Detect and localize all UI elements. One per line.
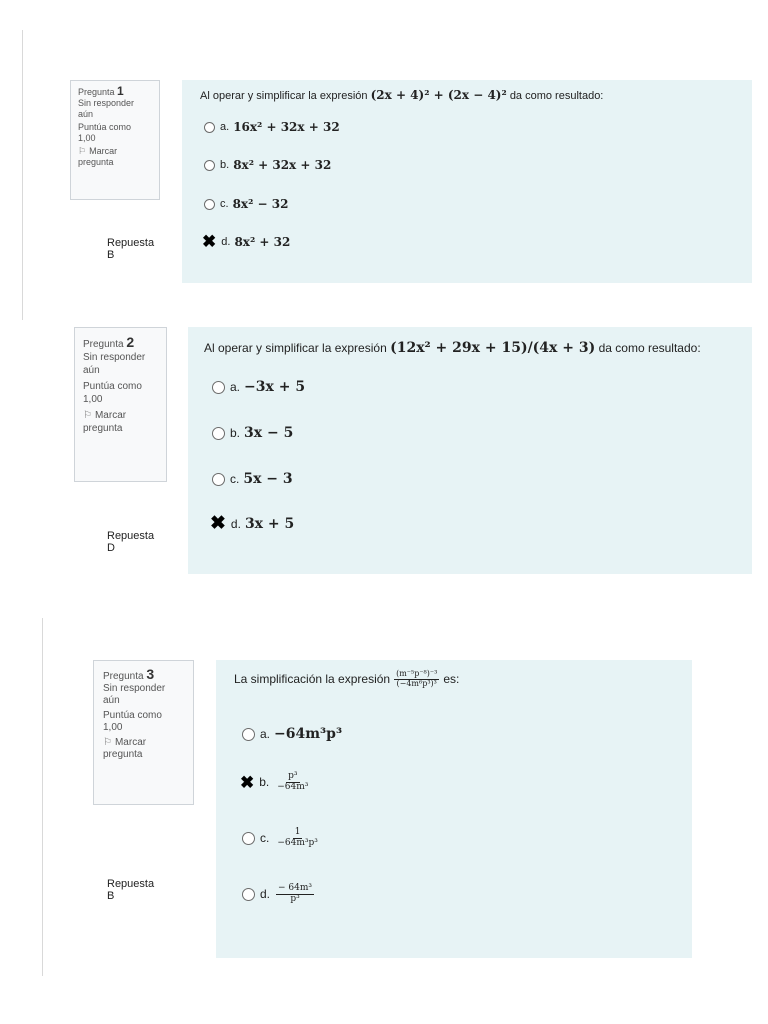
- status-line-1: Sin responder: [83, 352, 146, 363]
- grade-line-1: Puntúa como: [78, 122, 132, 132]
- question-label: Pregunta 3: [103, 666, 155, 682]
- question-number: 1: [117, 84, 124, 98]
- question-info-panel: [74, 327, 167, 482]
- option-b[interactable]: b. 8x² + 32x + 32: [204, 158, 331, 172]
- grade-value: 1,00: [78, 133, 96, 143]
- flag-icon: ⚐: [78, 146, 87, 156]
- flag-question-link-line2[interactable]: pregunta: [78, 157, 114, 167]
- question-content: [182, 80, 752, 283]
- question-expression: (2x + 4)² + (2x − 4)²: [370, 88, 507, 102]
- grade-line-1: Puntúa como: [103, 710, 162, 721]
- option-c[interactable]: c. 5x − 3: [212, 471, 293, 487]
- flag-question-link-line2[interactable]: pregunta: [83, 423, 123, 434]
- radio-unchecked-icon[interactable]: [212, 381, 225, 394]
- answer-note: Repuesta B: [107, 878, 155, 902]
- question-info-panel: [70, 80, 160, 200]
- radio-unchecked-icon[interactable]: [212, 427, 225, 440]
- option-a[interactable]: a. 16x² + 32x + 32: [204, 120, 340, 134]
- flag-question-link-line2[interactable]: pregunta: [103, 749, 143, 760]
- status-line-2: aún: [83, 365, 100, 376]
- question-label: Pregunta 1: [78, 84, 124, 98]
- question-info-panel: [93, 660, 194, 805]
- radio-unchecked-icon[interactable]: [204, 122, 215, 133]
- radio-unchecked-icon[interactable]: [212, 473, 225, 486]
- grade-value: 1,00: [103, 722, 123, 733]
- question-number: 3: [146, 666, 155, 682]
- left-border-line-1: [22, 30, 23, 320]
- answer-note: Repuesta B: [107, 237, 155, 261]
- question-content: [188, 327, 752, 574]
- flag-icon: ⚐: [103, 737, 112, 748]
- radio-unchecked-icon[interactable]: [242, 832, 255, 845]
- question-expression: (12x² + 29x + 15)/(4x + 3): [390, 340, 596, 356]
- question-content: [216, 660, 692, 958]
- flag-question-link[interactable]: ⚐ Marcar: [83, 410, 127, 421]
- radio-unchecked-icon[interactable]: [242, 728, 255, 741]
- question-number: 2: [126, 334, 135, 350]
- option-a[interactable]: a. −3x + 5: [212, 379, 305, 395]
- radio-unchecked-icon[interactable]: [204, 199, 215, 210]
- flag-question-link[interactable]: ⚐ Marcar: [103, 737, 147, 748]
- flag-icon: ⚐: [83, 410, 92, 421]
- status-line-1: Sin responder: [78, 98, 135, 108]
- option-d[interactable]: ✖ d. 8x² + 32: [202, 232, 291, 251]
- grade-line-1: Puntúa como: [83, 381, 142, 392]
- option-b[interactable]: ✖ b. $\frac{\text{p³}}{\text{−64m³}}$: [240, 771, 309, 792]
- question-label: Pregunta 2: [83, 334, 135, 350]
- question-text: La simplificación la expresión $\frac{\text{(m⁻⁵p⁻⁸)⁻³}}{\text{(−4m⁶p³)³}}$ es:: [234, 669, 460, 688]
- question-expression: $\frac{\text{(m⁻⁵p⁻⁸)⁻³}}{\text{(−4m⁶p³)³}}$: [396, 669, 438, 688]
- option-a[interactable]: a. −64m³p³: [242, 726, 342, 742]
- option-b[interactable]: b. 3x − 5: [212, 425, 293, 441]
- option-d[interactable]: d. $\frac{\text{− 64m³}}{\text{p³}}$: [242, 884, 314, 905]
- option-c[interactable]: c. $\frac{1}{\text{−64m³p³}}$: [242, 828, 320, 849]
- option-d[interactable]: ✖ d. 3x + 5: [210, 513, 295, 534]
- flag-question-link[interactable]: ⚐ Marcar: [78, 146, 118, 156]
- radio-unchecked-icon[interactable]: [242, 888, 255, 901]
- x-mark-icon: ✖: [210, 513, 226, 534]
- question-text: Al operar y simplificar la expresión (2x + 4)² + (2x − 4)² da como resultado:: [200, 88, 604, 102]
- answer-note: Repuesta D: [107, 530, 155, 554]
- question-text: Al operar y simplificar la expresión (12x² + 29x + 15)/(4x + 3) da como resultado:: [204, 340, 701, 356]
- status-line-2: aún: [103, 695, 120, 706]
- x-mark-icon: ✖: [240, 772, 255, 792]
- x-mark-icon: ✖: [202, 232, 217, 251]
- status-line-1: Sin responder: [103, 683, 166, 694]
- grade-value: 1,00: [83, 394, 103, 405]
- status-line-2: aún: [78, 109, 94, 119]
- radio-unchecked-icon[interactable]: [204, 160, 215, 171]
- option-c[interactable]: c. 8x² − 32: [204, 197, 288, 211]
- left-border-line-3: [42, 618, 43, 976]
